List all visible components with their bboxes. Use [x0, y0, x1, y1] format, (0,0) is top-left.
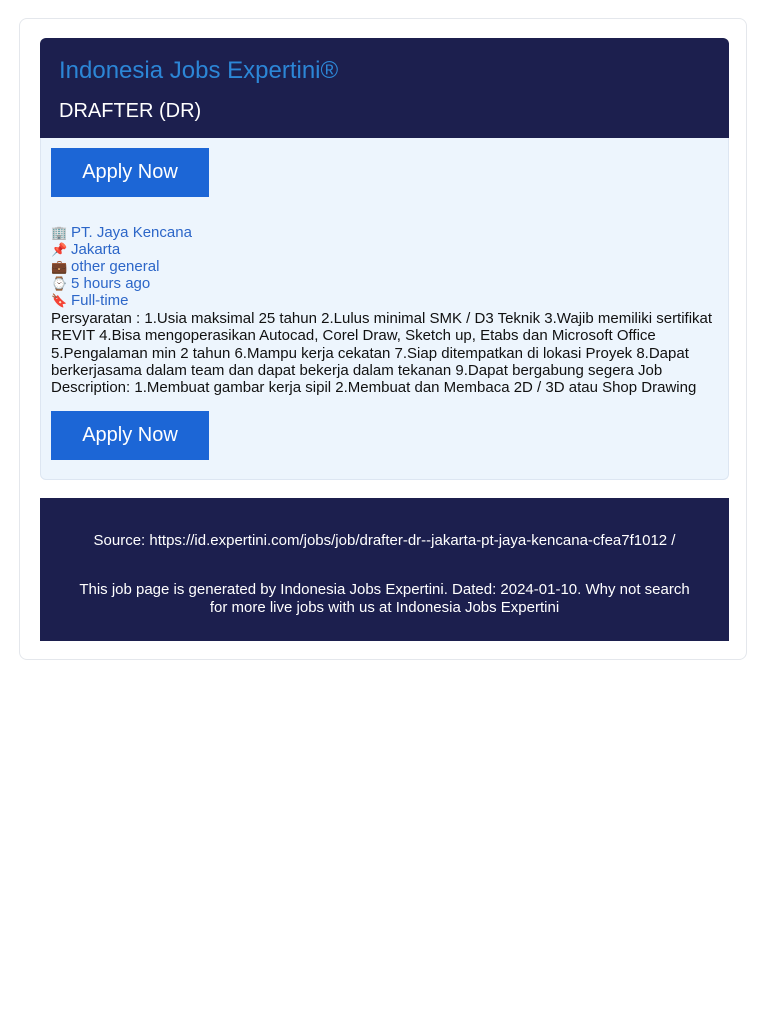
job-description: Persyaratan : 1.Usia maksimal 25 tahun 2.Lulus minimal SMK / D3 Teknik 3.Wajib memiliki sertifikat REVIT 4.Bisa mengoperasikan Autocad, Corel Draw, Sketch up, Etabs dan Microsoft Office 5.Pengalaman min 2 tahun 6.Mampu kerja cekatan 7.Siap ditempatkan di lokasi Proyek 8.Dapat berkerjasama dalam team dan dapat bekerja dalam tekanan 9.Dapat bergabung segera Job Description: 1.Membuat gambar kerja sipil 2.Membuat dan Membaca 2D / 3D atau Shop Drawing — [51, 310, 713, 397]
category-row — [51, 258, 192, 275]
posted-row — [51, 275, 192, 292]
posted-time: 5 hours ago — [71, 275, 151, 292]
employment-type-link[interactable]: Full-time — [71, 292, 129, 309]
briefcase-icon: 💼 — [51, 260, 68, 275]
job-meta-list — [51, 224, 192, 309]
page-footer — [40, 498, 729, 641]
source-link[interactable]: https://id.expertini.com/jobs/job/drafter-dr--jakarta-pt-jaya-kencana-cfea7f1012 / — [149, 532, 676, 549]
category-link[interactable]: other general — [71, 258, 160, 275]
watch-icon: ⌚ — [51, 277, 68, 292]
company-row — [51, 224, 192, 241]
job-header — [40, 38, 729, 138]
company-link[interactable]: PT. Jaya Kencana — [71, 224, 192, 241]
job-body — [40, 138, 729, 480]
bookmark-icon: 🔖 — [51, 294, 68, 309]
source-label: Source: — [93, 532, 146, 549]
location-row — [51, 241, 192, 258]
footer-note: This job page is generated by Indonesia Jobs Expertini. Dated: 2024-01-10. Why not search for more live jobs with us at Indonesia Jobs Expertini — [79, 581, 690, 616]
footer-source — [80, 532, 689, 550]
pushpin-icon: 📌 — [51, 243, 68, 258]
apply-now-button-bottom[interactable]: Apply Now — [51, 411, 209, 460]
apply-now-button-top[interactable]: Apply Now — [51, 148, 209, 197]
office-building-icon: 🏢 — [51, 226, 68, 241]
site-title[interactable]: Indonesia Jobs Expertini® — [59, 57, 339, 84]
employment-type-row — [51, 292, 192, 309]
job-title: DRAFTER (DR) — [59, 100, 202, 122]
job-card — [19, 18, 747, 660]
location-link[interactable]: Jakarta — [71, 241, 121, 258]
